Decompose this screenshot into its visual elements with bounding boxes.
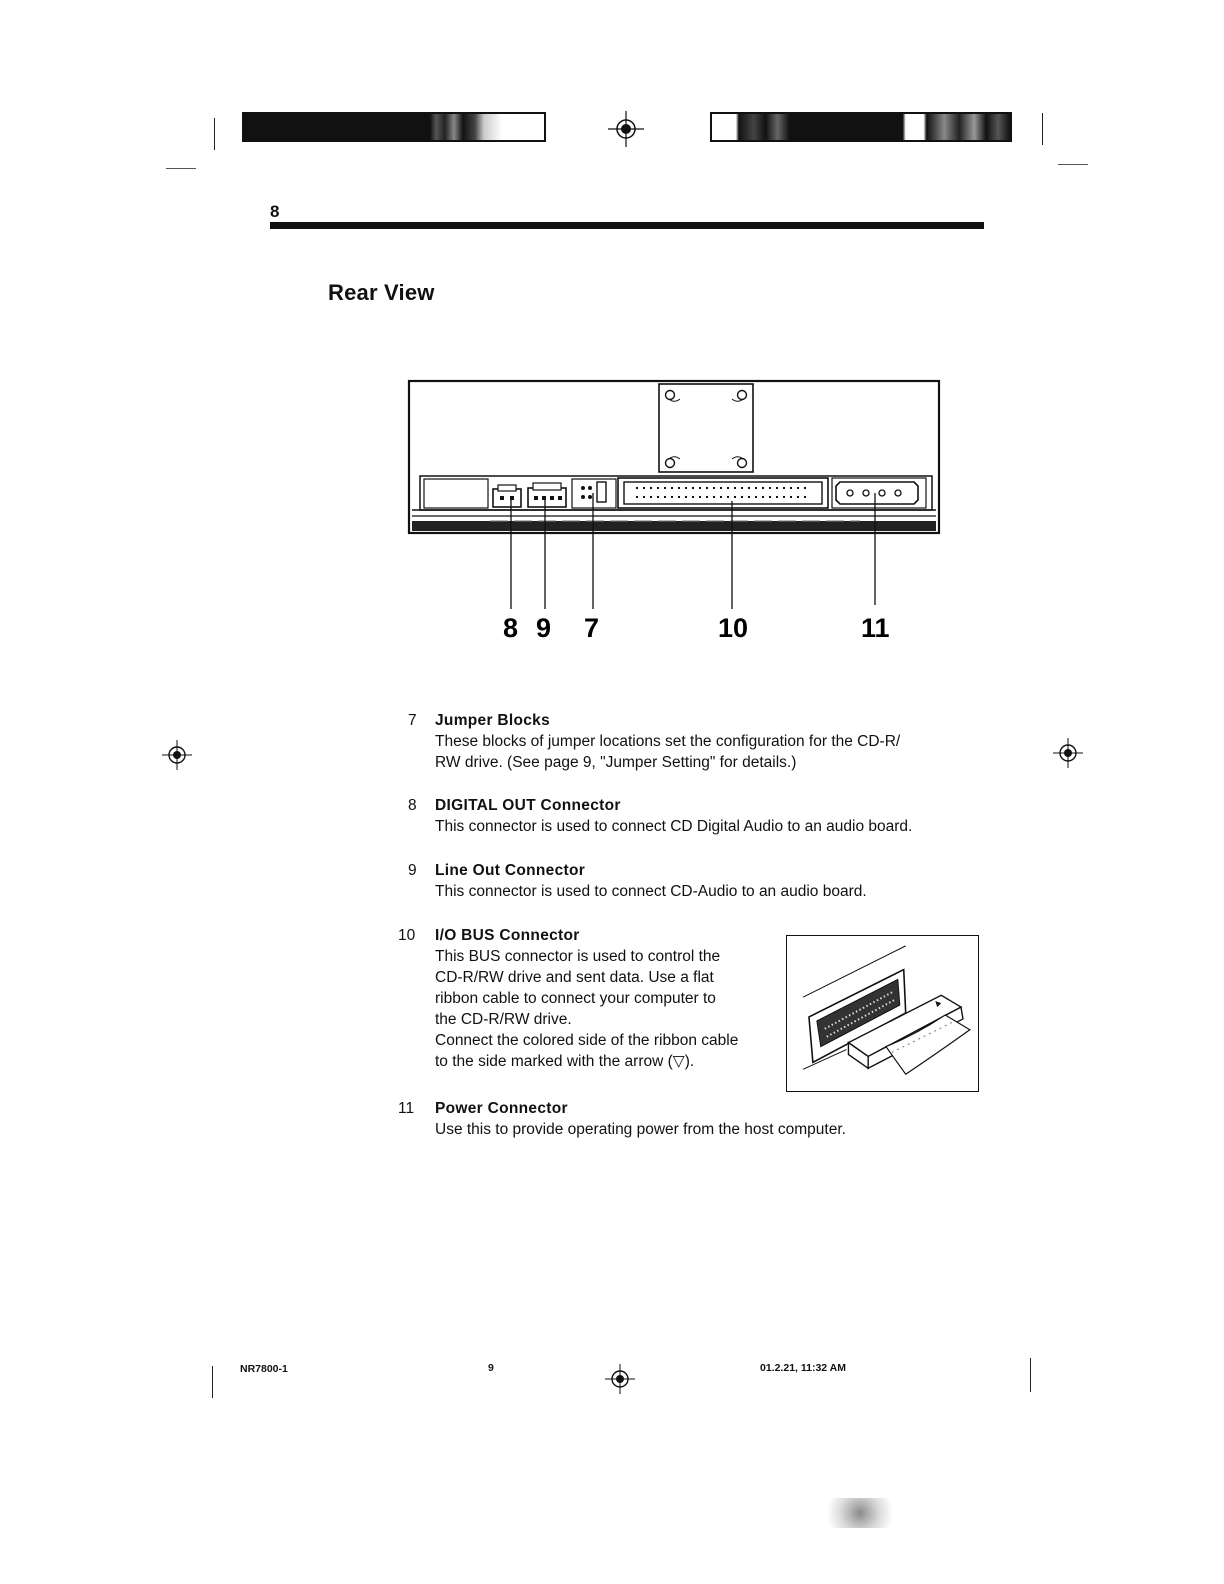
item-number: 7 [408, 712, 417, 729]
registration-mark-icon [603, 1362, 637, 1396]
item-body [435, 925, 738, 1072]
item-description-line: This BUS connector is used to control the [435, 948, 721, 965]
item-title: Line Out Connector [435, 862, 586, 879]
color-bar-right [710, 112, 1012, 142]
footer-timestamp: 01.2.21, 11:32 AM [760, 1362, 846, 1374]
item-body [435, 710, 900, 773]
registration-mark-icon [1051, 736, 1085, 770]
callout-7: 7 [584, 613, 600, 643]
ribbon-cable-illustration [786, 935, 979, 1092]
item-description-line: Use this to provide operating power from the host computer. [435, 1121, 846, 1138]
io-bus-connector [618, 478, 828, 508]
drive-rear-panel [409, 381, 939, 533]
item-description-line: the CD-R/RW drive. [435, 1011, 572, 1028]
crop-mark-right-dash [1058, 164, 1088, 165]
registration-mark-icon [608, 111, 644, 147]
crop-mark-top-right [1042, 113, 1043, 145]
item-description-line: RW drive. (See page 9, "Jumper Setting" for details.) [435, 754, 797, 771]
item-number: 9 [408, 862, 417, 879]
jumper-block [572, 479, 616, 508]
power-connector [832, 478, 926, 508]
footer-doc-code: NR7800-1 [240, 1363, 288, 1375]
crop-mark-left-dash [166, 168, 196, 169]
item-description-line: This connector is used to connect CD Digital Audio to an audio board. [435, 818, 913, 835]
crop-mark-bottom-right [1030, 1358, 1031, 1392]
item-description-line: to the side marked with the arrow (▽). [435, 1053, 695, 1070]
item-title: I/O BUS Connector [435, 927, 580, 944]
crop-mark-top-left [214, 118, 215, 150]
scan-noise [815, 1498, 905, 1528]
item-body [435, 860, 867, 902]
item-description-line: CD-R/RW drive and sent data. Use a flat [435, 969, 714, 986]
callout-11: 11 [861, 613, 890, 643]
item-description-line: These blocks of jumper locations set the configuration for the CD-R/ [435, 733, 901, 750]
item-description-line: This connector is used to connect CD-Audio to an audio board. [435, 883, 867, 900]
page-number: 8 [270, 202, 280, 221]
callout-9: 9 [536, 613, 552, 643]
item-body [435, 795, 912, 837]
item-description-line: ribbon cable to connect your computer to [435, 990, 716, 1007]
item-title: DIGITAL OUT Connector [435, 797, 621, 814]
crop-mark-bottom-left [212, 1366, 213, 1398]
footer-sheet-number: 9 [488, 1362, 494, 1374]
callout-10: 10 [718, 613, 749, 643]
item-body [435, 1098, 846, 1140]
item-number: 8 [408, 797, 417, 814]
item-title: Power Connector [435, 1100, 568, 1117]
item-title: Jumper Blocks [435, 712, 551, 729]
item-description-line: Connect the colored side of the ribbon cable [435, 1032, 739, 1049]
color-bar-left [242, 112, 546, 142]
digital-out-connector [493, 485, 521, 507]
header-rule [270, 222, 984, 229]
registration-mark-icon [160, 738, 194, 772]
callout-8: 8 [503, 613, 519, 643]
item-number: 11 [398, 1100, 415, 1117]
line-out-connector [528, 483, 566, 507]
item-number: 10 [398, 927, 416, 944]
section-title: Rear View [328, 280, 435, 305]
rear-view-diagram [400, 375, 950, 645]
